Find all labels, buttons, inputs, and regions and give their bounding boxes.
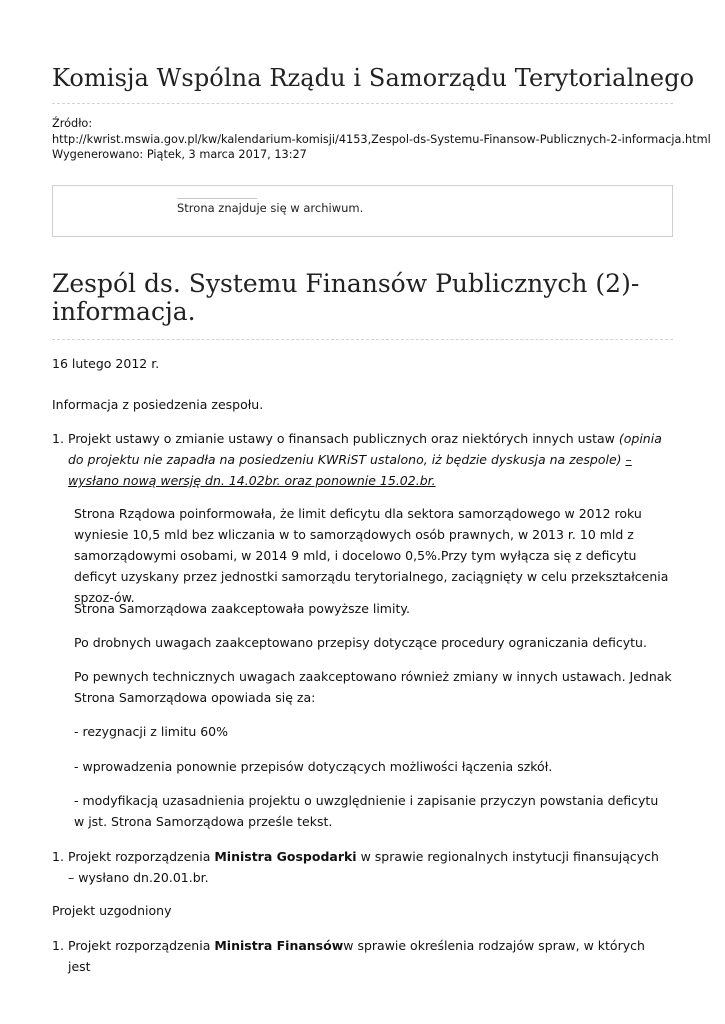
paragraph: - wprowadzenia ponownie przepisów dotyczących możliwości łączenia szkół. <box>74 759 553 774</box>
article-date: 16 lutego 2012 r. <box>52 356 160 371</box>
list-number: 1. <box>52 431 64 446</box>
list-item-text: Projekt rozporządzenia Ministra Gospodarki w sprawie regionalnych instytucji finansujących – wysłano dn.20.01.br. <box>68 849 659 885</box>
paragraph: - rezygnacji z limitu 60% <box>74 724 229 739</box>
article-intro: Informacja z posiedzenia zespołu. <box>52 397 264 412</box>
site-title: Komisja Wspólna Rządu i Samorządu Terytorialnego <box>52 64 695 92</box>
list-item-text: Projekt ustawy o zmianie ustawy o finansach publicznych oraz niektórych innych ustaw (opinia do projektu nie zapadła na posiedzeniu KWRiST ustalono, iż będzie dyskusja na zespole) –wysłano nową wersję dn. 14.02br. oraz ponownie 15.02.br. <box>68 431 662 488</box>
source-label: Źródło: <box>52 117 93 130</box>
source-meta <box>52 116 711 163</box>
source-url[interactable]: http://kwrist.mswia.gov.pl/kw/kalendarium-komisji/4153,Zespol-ds-Systemu-Finansow-Publicznych-2-informacja.html <box>52 132 711 146</box>
paragraph: Po drobnych uwagach zaakceptowano przepisy dotyczące procedury ograniczania deficytu. <box>74 635 647 650</box>
divider <box>52 103 673 104</box>
divider <box>52 339 673 340</box>
paragraph: Strona Samorządowa zaakceptowała powyższe limity. <box>74 601 410 616</box>
archive-notice: Strona znajduje się w archiwum. <box>177 201 364 215</box>
divider <box>177 198 257 199</box>
sent-note: –wysłano nową wersję dn. 14.02br. oraz ponownie 15.02.br. <box>68 452 632 488</box>
paragraph: Po pewnych technicznych uwagach zaakceptowano również zmiany w innych ustawach. Jednak Strona Samorządowa opowiada się za: <box>74 669 672 705</box>
list-number: 1. <box>52 938 64 953</box>
generated-timestamp: Wygenerowano: Piątek, 3 marca 2017, 13:27 <box>52 148 307 161</box>
article-title: Zespól ds. Systemu Finansów Publicznych (2)-informacja. <box>52 269 640 326</box>
paragraph: Projekt uzgodniony <box>52 903 172 918</box>
list-number: 1. <box>52 849 64 864</box>
paragraph: - modyfikacją uzasadnienia projektu o uwzględnienie i zapisanie przyczyn powstania deficytu w jst. Strona Samorządowa prześle tekst. <box>74 793 659 829</box>
paragraph: Strona Rządowa poinformowała, że limit deficytu dla sektora samorządowego w 2012 roku wyniesie 10,5 mld bez wliczania w to samorządowych osób prawnych, w 2013 r. 10 mld z samorządowymi osobami, w 2014 9 mld, i docelowo 0,5%.Przy tym wyłącza się z deficytu deficyt uzyskany przez jednostki samorządu terytorialnego, zaciągnięty w celu przekształcenia spzoz-ów. <box>74 506 669 605</box>
list-item-text: Projekt rozporządzenia Ministra Finansóww sprawie określenia rodzajów spraw, w których jest <box>68 938 645 974</box>
archive-notice-box <box>52 185 673 237</box>
